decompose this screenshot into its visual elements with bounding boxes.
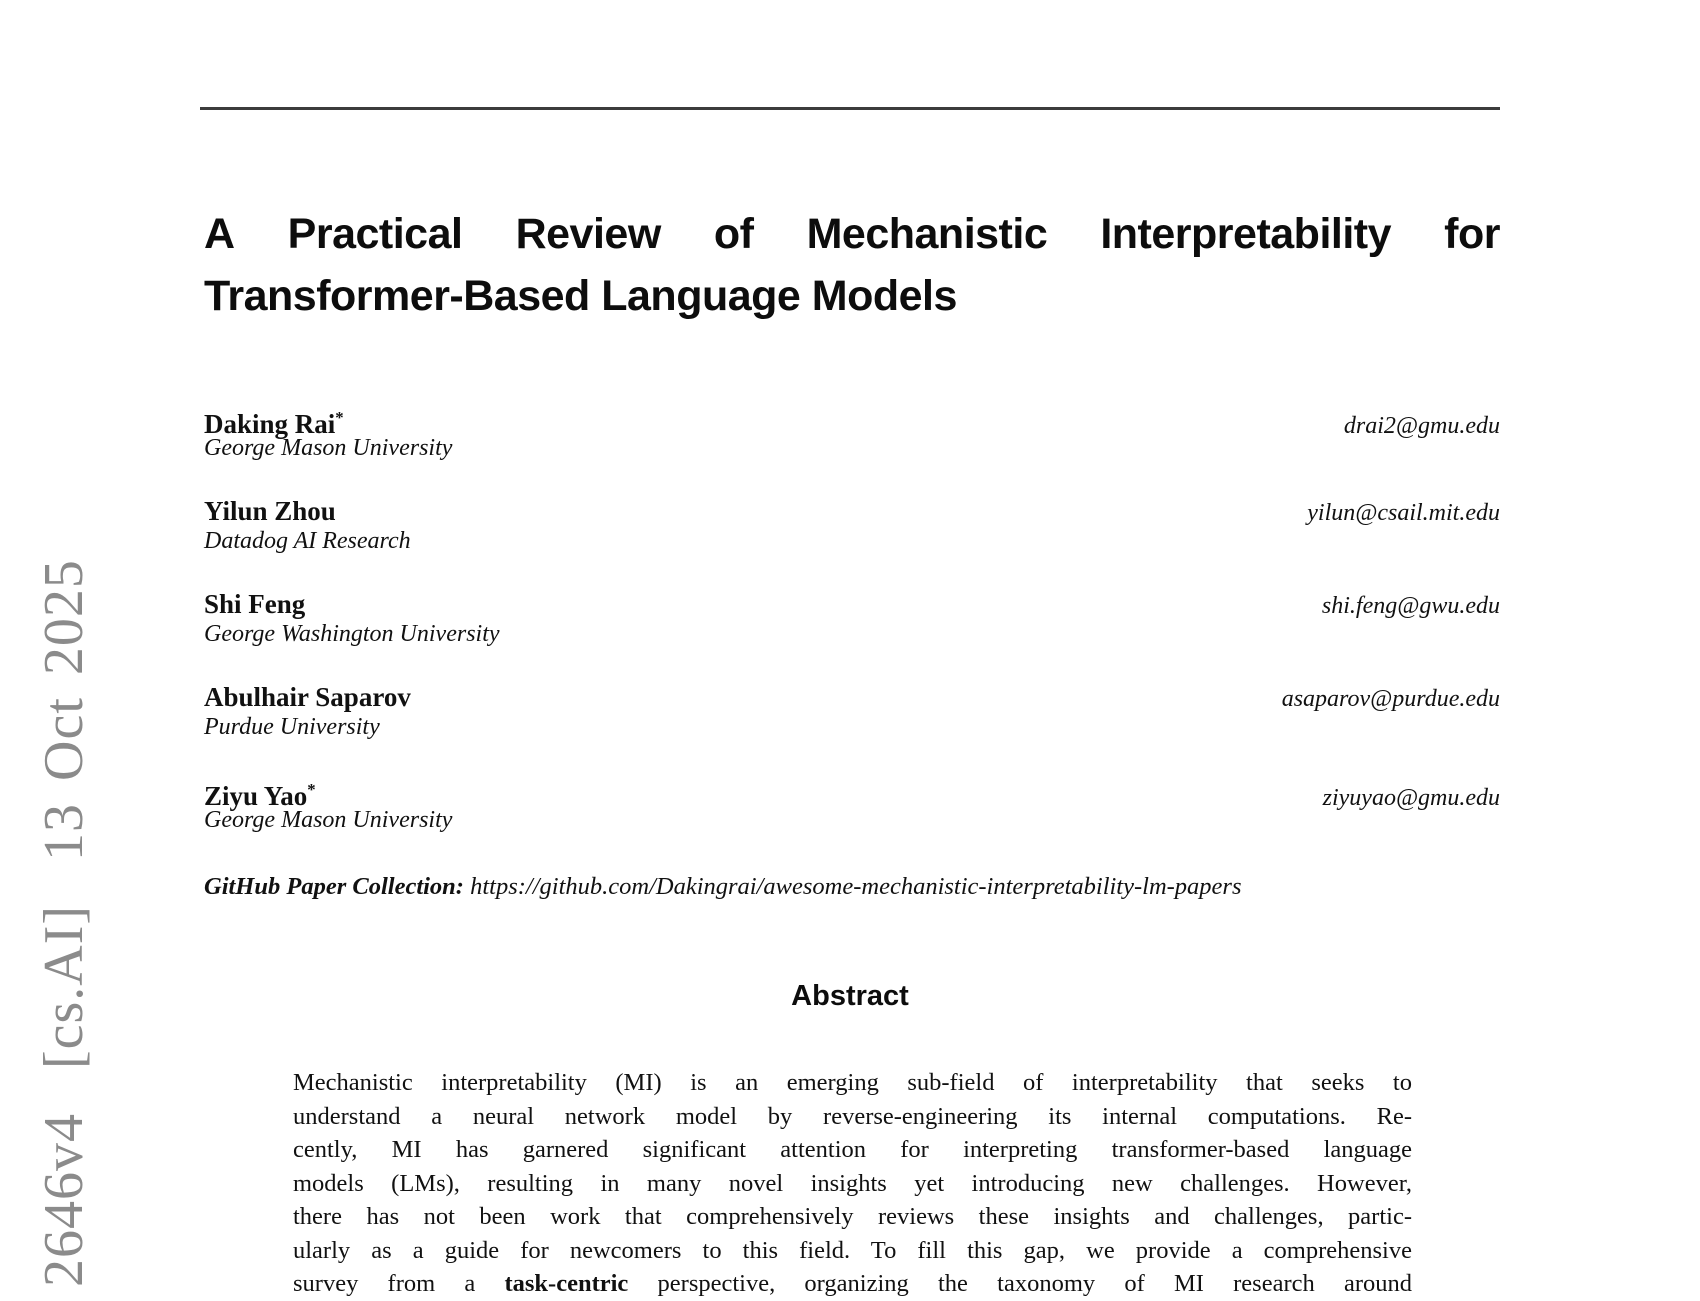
author-entry <box>204 682 1500 742</box>
author-name-email-row <box>204 682 1500 712</box>
author-name-email-row <box>204 496 1500 526</box>
abstract-line-cutoff <box>293 1267 1412 1301</box>
author-email: yilun@csail.mit.edu <box>1307 500 1500 526</box>
abstract-line: cently, MI has garnered significant attention for interpreting transformer-based language <box>293 1136 1412 1163</box>
title-word: Interpretability <box>1100 210 1392 258</box>
author-name: Ziyu Yao* <box>204 780 316 811</box>
author-name-email-row <box>204 775 1500 811</box>
abstract-line7-post: perspective, organizing the taxonomy of MI research around <box>628 1270 1412 1297</box>
author-email: shi.feng@gwu.edu <box>1321 593 1500 619</box>
author-name: Shi Feng <box>204 589 306 619</box>
github-collection-label: GitHub Paper Collection: <box>204 873 464 900</box>
abstract-line: understand a neural network model by reverse-engineering its internal computations. Re- <box>293 1102 1412 1130</box>
abstract-line7-pre: survey from a <box>293 1270 505 1297</box>
abstract-body <box>293 1066 1412 1301</box>
title-word: Practical <box>287 210 463 258</box>
title-word: Review <box>515 210 661 258</box>
abstract-heading: Abstract <box>791 980 909 1012</box>
title-word: A <box>204 210 235 258</box>
abstract-line: models (LMs), resulting in many novel insights yet introducing new challenges. However, <box>293 1169 1412 1197</box>
author-entry <box>204 403 1500 463</box>
abstract-line7-bold-phrase: task-centric <box>504 1270 629 1297</box>
author-entry <box>204 775 1500 835</box>
author-entry <box>204 496 1500 556</box>
author-affiliation: Datadog AI Research <box>204 528 411 554</box>
author-entry <box>204 589 1500 649</box>
author-footnote-asterisk: * <box>307 780 316 799</box>
top-rule <box>200 107 1500 110</box>
paper-title-line-1 <box>204 203 1500 265</box>
github-collection-line <box>204 872 1500 902</box>
paper-title-line-2: Transformer-Based Language Models <box>204 272 957 320</box>
title-word: Mechanistic <box>806 210 1048 258</box>
author-affiliation: George Mason University <box>204 435 453 461</box>
abstract-line: Mechanistic interpretability (MI) is an emerging sub-field of interpretability that seeks to <box>293 1069 1412 1096</box>
author-name: Yilun Zhou <box>204 496 336 526</box>
author-list <box>204 403 1500 868</box>
paper-title <box>204 203 1500 327</box>
author-name: Abulhair Saparov <box>204 682 411 712</box>
author-name-email-row <box>204 403 1500 439</box>
author-email: asaparov@purdue.edu <box>1281 686 1500 712</box>
author-email: drai2@gmu.edu <box>1343 413 1500 439</box>
author-affiliation: George Mason University <box>204 807 453 833</box>
author-name: Daking Rai* <box>204 408 344 439</box>
title-word: for <box>1444 210 1500 258</box>
title-word: of <box>713 210 754 258</box>
arxiv-watermark: 2646v4 [cs.AI] 13 Oct 2025 <box>33 559 95 1287</box>
author-email: ziyuyao@gmu.edu <box>1322 785 1500 811</box>
author-affiliation: Purdue University <box>204 714 380 740</box>
abstract-line: ularly as a guide for newcomers to this field. To fill this gap, we provide a comprehensive <box>293 1236 1412 1264</box>
github-collection-url[interactable]: https://github.com/Dakingrai/awesome-mechanistic-interpretability-lm-papers <box>470 873 1242 900</box>
author-name-email-row <box>204 589 1500 619</box>
abstract-line: there has not been work that comprehensively reviews these insights and challenges, partic- <box>293 1203 1412 1230</box>
author-footnote-asterisk: * <box>335 408 344 427</box>
author-affiliation: George Washington University <box>204 621 500 647</box>
